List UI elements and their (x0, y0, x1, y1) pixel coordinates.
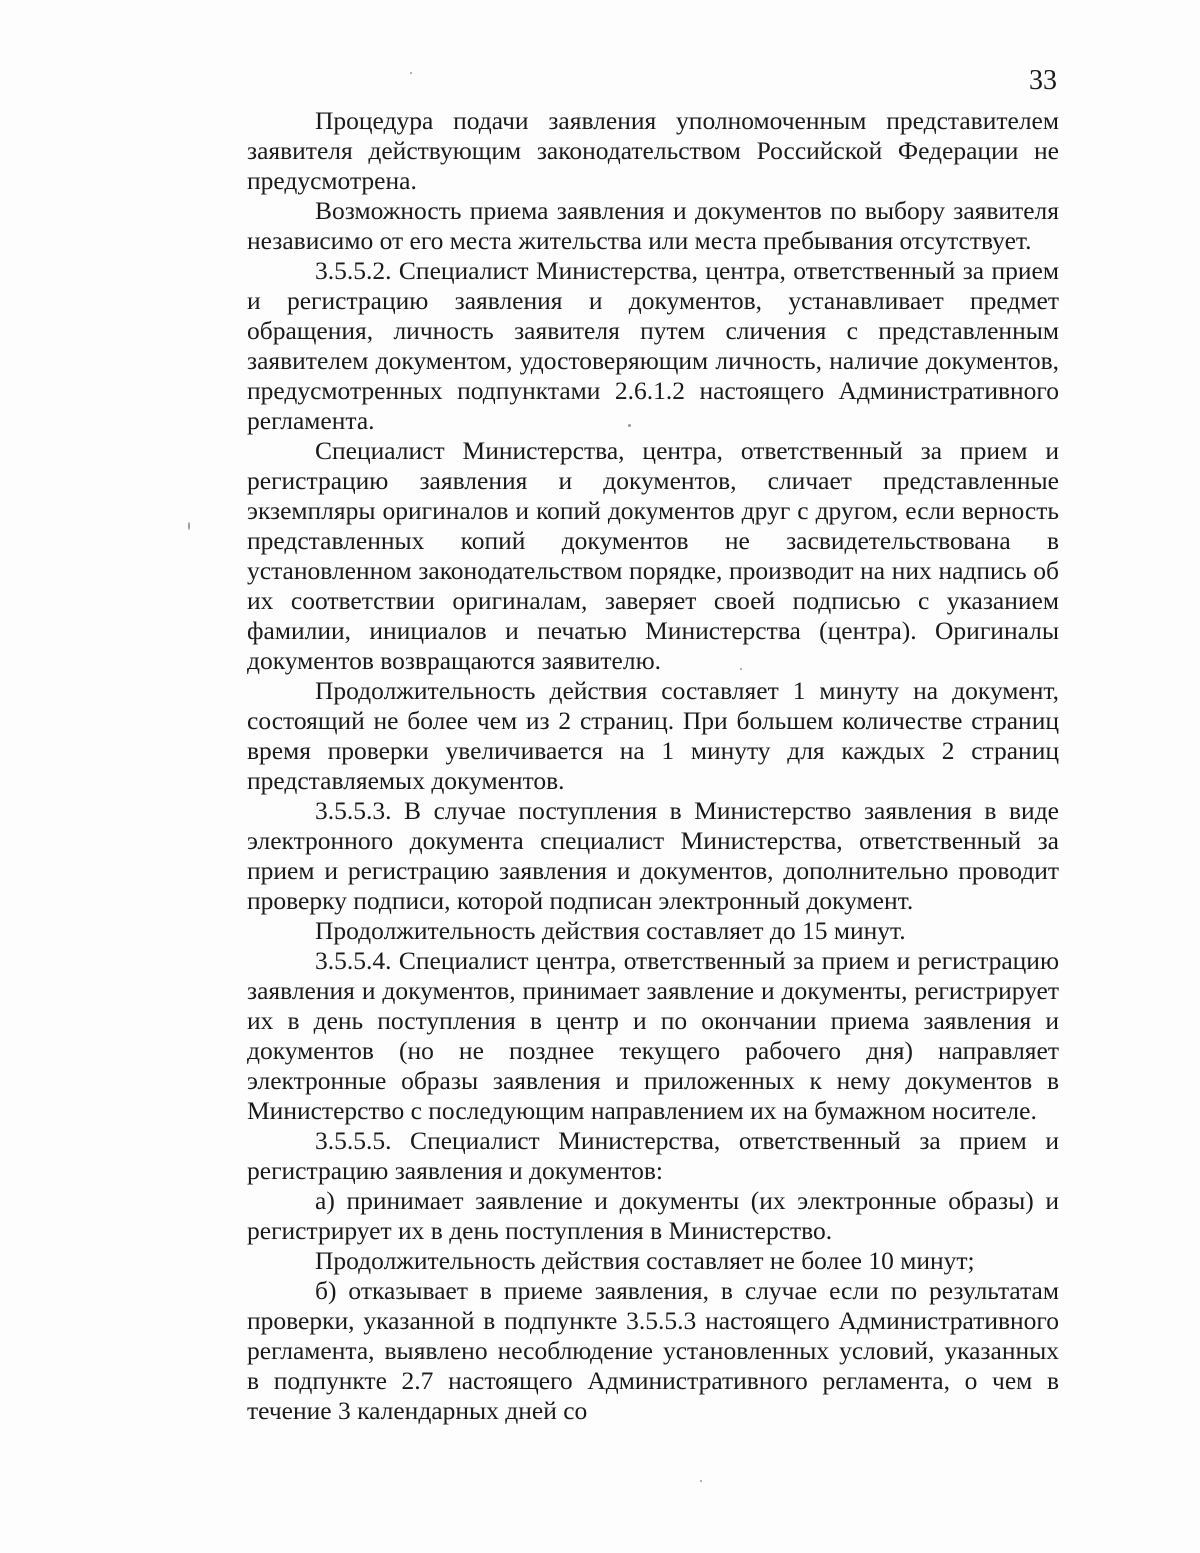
paragraph-3-5-5-3: 3.5.5.3. В случае поступления в Министерство заявления в виде электронного документа специалист Министерства, ответственный за прием и регистрацию заявления и документов, дополнительно проводит проверку подписи, которой подписан электронный документ. (247, 796, 1059, 915)
scan-speck (410, 72, 412, 74)
scan-speck (700, 1480, 702, 1482)
paragraph-3-5-5-2: 3.5.5.2. Специалист Министерства, центра, ответственный за прием и регистрацию заявления и документов, устанавливает предмет обращения, личность заявителя путем сличения с представленным заявителем документом, удостоверяющим личность, наличие документов, предусмотренных подпунктами 2.6.1.2 настоящего Административного регламента. (247, 256, 1059, 435)
paragraph-3-5-5-5: 3.5.5.5. Специалист Министерства, ответственный за прием и регистрацию заявления и документов: (247, 1126, 1059, 1185)
paragraph-3-5-5-4: 3.5.5.4. Специалист центра, ответственный за прием и регистрацию заявления и документов, принимает заявление и документы, регистрирует их в день поступления в центр и по окончании приема заявления и документов (но не позднее текущего рабочего дня) направляет электронные образы заявления и приложенных к нему документов в Министерство с последующим направлением их на бумажном носителе. (247, 946, 1059, 1125)
page-number: 33 (1029, 65, 1057, 96)
scan-speck (628, 424, 631, 427)
scan-speck (740, 668, 742, 670)
document-body (247, 106, 1059, 1426)
paragraph-verification-duration: Продолжительность действия составляет 1 минуту на документ, состоящий не более чем из 2 страниц. При большем количестве страниц время проверки увеличивается на 1 минуту для каждых 2 страниц представляемых документов. (247, 676, 1059, 795)
paragraph-extraterritorial-acceptance: Возможность приема заявления и документов по выбору заявителя независимо от его места жительства или места пребывания отсутствует. (247, 196, 1059, 255)
paragraph-submission-by-representative: Процедура подачи заявления уполномоченным представителем заявителя действующим законодательством Российской Федерации не предусмотрена. (247, 106, 1059, 195)
paragraph-registration-duration: Продолжительность действия составляет не более 10 минут; (315, 1246, 975, 1275)
paragraph-document-verification: Специалист Министерства, центра, ответственный за прием и регистрацию заявления и документов, сличает представленные экземпляры оригиналов и копий документов друг с другом, если верность представленных копий документов не засвидетельствована в установленном законодательством порядке, производит на них надпись об их соответствии оригиналам, заверяет своей подписью с указанием фамилии, инициалов и печатью Министерства (центра). Оригиналы документов возвращаются заявителю. (247, 436, 1059, 675)
paragraph-item-a: а) принимает заявление и документы (их электронные образы) и регистрирует их в день поступления в Министерство. (247, 1186, 1059, 1245)
paragraph-item-b: б) отказывает в приеме заявления, в случае если по результатам проверки, указанной в подпункте 3.5.5.3 настоящего Административного регламента, выявлено несоблюдение установленных условий, указанных в подпункте 2.7 настоящего Административного регламента, о чем в течение 3 календарных дней со (247, 1276, 1059, 1425)
paragraph-signature-check-duration: Продолжительность действия составляет до 15 минут. (315, 916, 906, 945)
scan-speck (188, 522, 190, 530)
